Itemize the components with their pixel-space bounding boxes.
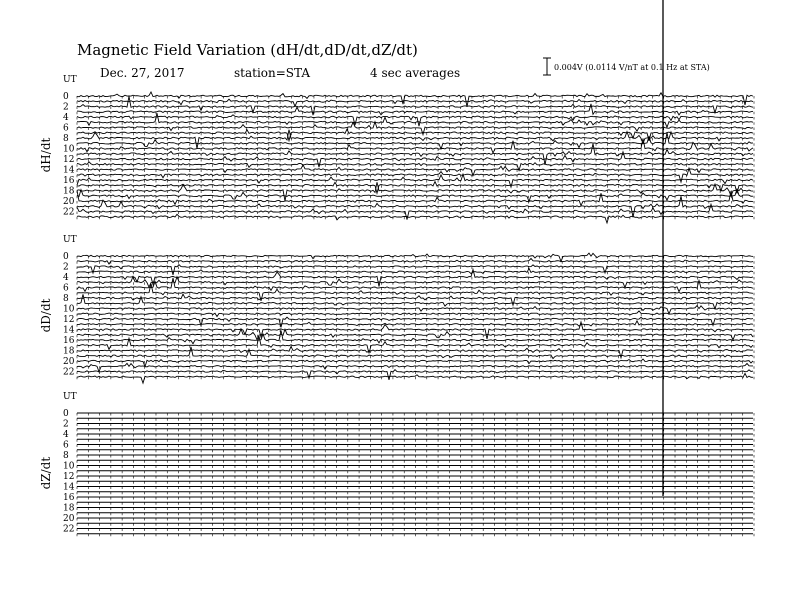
- panel-dZ: [39, 392, 754, 536]
- hour-tick-label: 6: [63, 440, 69, 451]
- panel-dH: [39, 75, 754, 223]
- hour-tick-label: 16: [63, 493, 75, 503]
- hour-tick-label: 16: [63, 176, 75, 186]
- hour-tick-label: 10: [63, 144, 75, 155]
- hour-tick-label: 22: [63, 524, 75, 535]
- hour-tick-label: 12: [63, 472, 75, 482]
- hour-tick-label: 22: [63, 207, 75, 218]
- hour-tick-label: 2: [63, 262, 69, 273]
- hour-tick-label: 6: [63, 283, 69, 294]
- hour-tick-label: 14: [63, 325, 75, 336]
- hour-tick-label: 2: [63, 419, 69, 430]
- averaging-label: 4 sec averages: [370, 66, 461, 80]
- hour-tick-label: 4: [63, 430, 69, 440]
- hour-tick-label: 0: [63, 409, 69, 419]
- hour-tick-label: 2: [63, 102, 69, 113]
- hour-tick-label: 0: [63, 252, 69, 262]
- trace-dH-row: [77, 113, 753, 127]
- trace-dD-row: [77, 294, 753, 308]
- hour-tick-label: 8: [63, 134, 69, 144]
- hour-tick-label: 18: [63, 503, 75, 514]
- ut-label: UT: [63, 75, 77, 85]
- hour-tick-label: 10: [63, 304, 75, 315]
- panel-label-dD: dD/dt: [39, 298, 53, 333]
- hour-tick-label: 8: [63, 294, 69, 304]
- hour-tick-label: 12: [63, 155, 75, 165]
- panel-label-dH: dH/dt: [39, 137, 53, 173]
- hour-tick-label: 4: [63, 113, 69, 123]
- hour-tick-label: 6: [63, 123, 69, 134]
- hour-tick-label: 18: [63, 346, 75, 357]
- hour-tick-label: 20: [63, 197, 75, 207]
- scale-bar: [543, 58, 710, 75]
- station-label: station=STA: [234, 66, 311, 80]
- hour-tick-label: 16: [63, 336, 75, 346]
- hour-tick-label: 12: [63, 315, 75, 325]
- hour-tick-label: 14: [63, 165, 75, 176]
- panel-dD: [39, 235, 754, 383]
- hour-tick-label: 10: [63, 461, 75, 472]
- panels-group: [39, 75, 754, 536]
- hour-tick-label: 20: [63, 357, 75, 367]
- scale-label: 0.004V (0.0114 V/nT at 0.1 Hz at STA): [554, 63, 710, 72]
- date-label: Dec. 27, 2017: [100, 66, 185, 80]
- panel-label-dZ: dZ/dt: [39, 456, 53, 490]
- trace-dH-row: [77, 92, 753, 107]
- hour-tick-label: 8: [63, 451, 69, 461]
- hour-tick-label: 18: [63, 186, 75, 197]
- ut-label: UT: [63, 235, 77, 245]
- ut-label: UT: [63, 392, 77, 402]
- hour-tick-label: 0: [63, 92, 69, 102]
- hour-tick-label: 4: [63, 273, 69, 283]
- chart-title: Magnetic Field Variation (dH/dt,dD/dt,dZ/dt): [77, 41, 418, 59]
- hour-tick-label: 20: [63, 514, 75, 524]
- hour-tick-label: 22: [63, 367, 75, 378]
- hour-tick-label: 14: [63, 482, 75, 493]
